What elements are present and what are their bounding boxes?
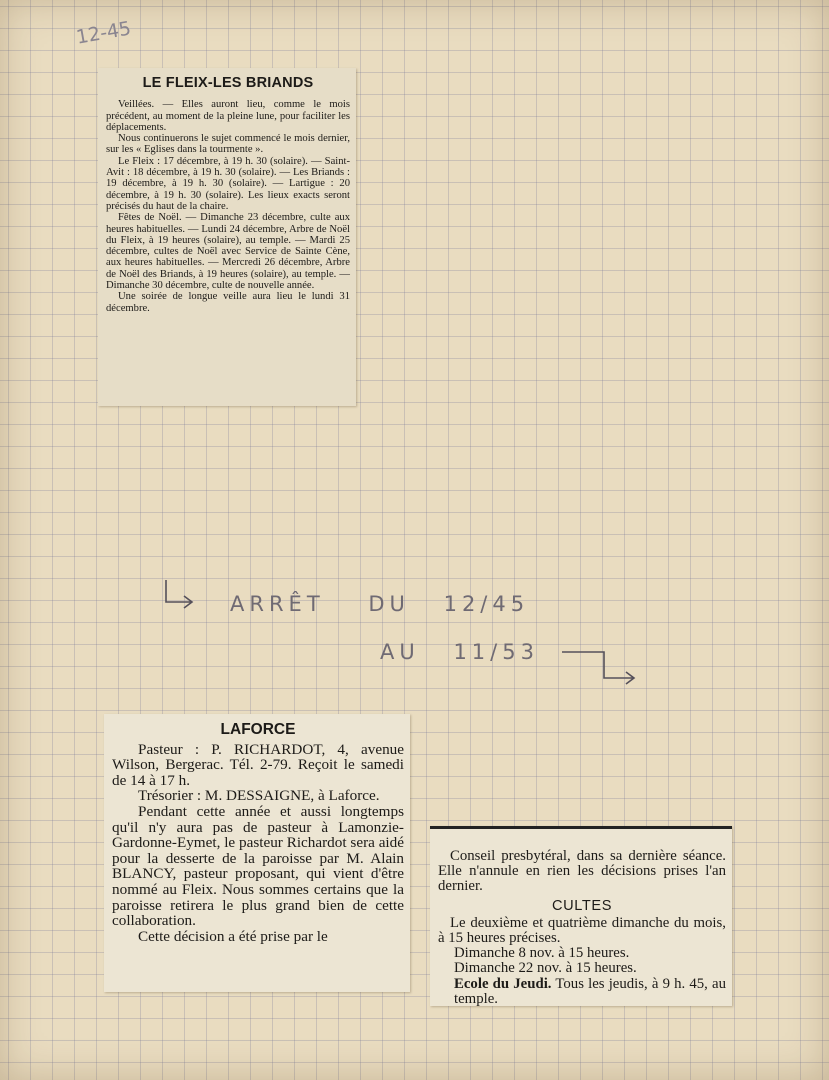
pencil-word: 12/45 — [443, 592, 530, 616]
clipping-paragraph: Le deuxième et quatrième dimanche du mois, à 15 heures précises. — [438, 914, 726, 947]
pencil-word: ARRÊT — [230, 592, 325, 616]
pencil-note-arret — [230, 592, 529, 616]
pencil-word: DU — [368, 592, 410, 616]
pencil-arrow-left-icon — [160, 576, 200, 612]
clipping-title: LE FLEIX-LES BRIANDS — [142, 75, 314, 91]
clipping-paragraph: Nous continuerons le sujet commencé le mois dernier, sur les « Eglises dans la tourmente ». — [106, 133, 350, 156]
clipping-paragraph: Pasteur : P. RICHARDOT, 4, avenue Wilson, Bergerac. Tél. 2-79. Reçoit le samedi de 14 à 17 h. — [112, 740, 404, 789]
clipping-line: Dimanche 22 nov. à 15 heures. — [454, 960, 637, 977]
clipping-paragraph: Fêtes de Noël. — Dimanche 23 décembre, culte aux heures habituelles. — Lundi 24 décembre, Arbre de Noël du Fleix, à 19 heures (solaire), au temple. — Mardi 25 décembre, cultes de Noël avec Service de Sainte Cène, aux heures habituelles. — Mercredi 26 décembre, Arbre de Noël des Briands, à 19 heures (solaire), au temple. — Dimanche 30 décembre, culte de nouvelle année. — [106, 212, 350, 292]
clipping-line — [438, 977, 726, 1007]
clipping-cultes — [430, 826, 732, 1006]
clipping-le-fleix — [98, 68, 356, 406]
pencil-word: 11/53 — [453, 640, 539, 664]
clipping-paragraph: Cette décision a été prise par le — [138, 927, 328, 945]
clipping-laforce — [104, 714, 410, 992]
clipping-paragraph: Une soirée de longue veille aura lieu le lundi 31 décembre. — [106, 291, 350, 314]
pencil-word: AU — [380, 640, 420, 664]
school-text: Tous les jeudis, à 9 h. 45, au temple. — [454, 975, 726, 1007]
clipping-heading: CULTES — [551, 897, 613, 914]
clipping-title: LAFORCE — [220, 721, 296, 738]
clipping-paragraph: Veillées. — Elles auront lieu, comme le mois précédent, au moment de la pleine lune, pour faciliter les déplacements. — [106, 99, 350, 133]
clipping-paragraph: Trésorier : M. DESSAIGNE, à Laforce. — [138, 787, 380, 805]
clipping-paragraph: Le Fleix : 17 décembre, à 19 h. 30 (solaire). — Saint-Avit : 18 décembre, à 19 h. 30 (solaire). — Les Briands : 19 décembre, à 19 h. 30 (solaire). — Lartigue : 20 décembre, à 19 h. 30 (solaire). Les lieux exacts seront précisés du haut de la chaire. — [106, 155, 350, 212]
school-label: Ecole du Jeudi. — [454, 975, 552, 992]
pencil-date-note: 12-45 — [74, 17, 133, 49]
clipping-paragraph: Pendant cette année et aussi longtemps qu'il n'y aura pas de pasteur à Lamonzie-Gardonne-Eymet, le pasteur Richardot sera aidé pour la desserte de la paroisse par M. Alain BLANCY, pasteur proposant, qui vient d'être nommé au Fleix. Nous sommes certains que la paroisse retirera le plus grand bien de cette collaboration. — [112, 802, 404, 930]
pencil-note-au — [380, 640, 539, 664]
clipping-paragraph: Conseil presbytéral, dans sa dernière séance. Elle n'annule en rien les décisions prises l'an dernier. — [438, 848, 726, 895]
pencil-arrow-right-icon — [558, 646, 648, 686]
clipping-line: Dimanche 8 nov. à 15 heures. — [454, 945, 630, 962]
